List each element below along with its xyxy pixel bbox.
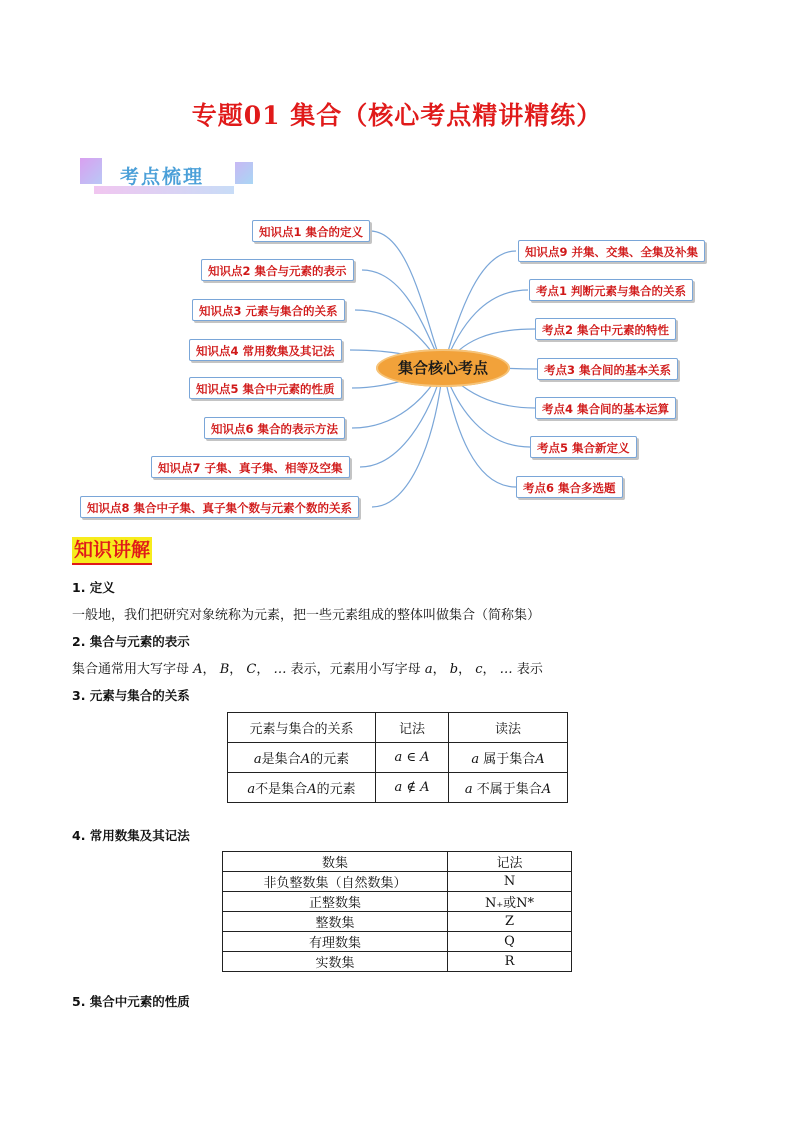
mind-map-node: 知识点6 集合的表示方法 <box>204 417 345 439</box>
mind-map-node: 知识点7 子集、真子集、相等及空集 <box>151 456 350 478</box>
heading-common-number-sets: 4. 常用数集及其记法 <box>72 828 190 843</box>
table-cell: a 不属于集合A <box>449 773 568 803</box>
table-cell: a不是集合A的元素 <box>228 773 376 803</box>
connector <box>370 231 443 368</box>
mind-map-node: 考点2 集合中元素的特性 <box>535 318 676 340</box>
element-set-relation-table <box>227 712 568 803</box>
table-row <box>223 872 572 892</box>
table-header-row <box>228 713 568 743</box>
heading-element-set-relation: 3. 元素与集合的关系 <box>72 688 190 703</box>
table-cell: 有理数集 <box>223 932 448 952</box>
banner-decoration <box>235 162 253 184</box>
table-cell: R <box>448 952 572 972</box>
mind-map-node: 知识点8 集合中子集、真子集个数与元素个数的关系 <box>80 496 359 518</box>
mind-map-node: 考点1 判断元素与集合的关系 <box>529 279 693 301</box>
table-header: 读法 <box>449 713 568 743</box>
mind-map-node: 考点5 集合新定义 <box>530 436 637 458</box>
mind-map <box>0 200 794 530</box>
mind-map-node: 知识点1 集合的定义 <box>252 220 370 242</box>
mind-map-node: 考点4 集合间的基本运算 <box>535 397 676 419</box>
banner-title: 考点梳理 <box>120 166 205 188</box>
representation-text: 集合通常用大写字母 A， B， C， … 表示，元素用小写字母 a， b， c， … 表示 <box>72 662 543 677</box>
connector <box>372 368 443 507</box>
table-header: 元素与集合的关系 <box>228 713 376 743</box>
table-row <box>223 892 572 912</box>
mind-map-node: 知识点3 元素与集合的关系 <box>192 299 345 321</box>
table-cell: a ∈ A <box>376 743 449 773</box>
mind-map-node: 考点6 集合多选题 <box>516 476 623 498</box>
table-cell: a 属于集合A <box>449 743 568 773</box>
mind-map-node: 知识点5 集合中元素的性质 <box>189 377 342 399</box>
mind-map-node: 知识点9 并集、交集、全集及补集 <box>518 240 705 262</box>
mind-map-center: 集合核心考点 <box>376 349 510 387</box>
table-cell: 实数集 <box>223 952 448 972</box>
mind-map-node: 考点3 集合间的基本关系 <box>537 358 678 380</box>
page-title: 专题01 集合（核心考点精讲精练） <box>191 101 603 130</box>
table-row <box>228 773 568 803</box>
table-cell: 非负整数集（自然数集） <box>223 872 448 892</box>
table-row <box>223 912 572 932</box>
table-cell: Q <box>448 932 572 952</box>
definition-text: 一般地，我们把研究对象统称为元素，把一些元素组成的整体叫做集合（简称集） <box>72 608 541 623</box>
heading-definition: 1. 定义 <box>72 580 115 595</box>
section-banner <box>80 158 258 196</box>
table-row <box>228 743 568 773</box>
table-cell: N₊或N* <box>448 892 572 912</box>
table-cell: Z <box>448 912 572 932</box>
heading-element-properties: 5. 集合中元素的性质 <box>72 994 190 1009</box>
banner-decoration <box>80 158 102 184</box>
table-cell: a是集合A的元素 <box>228 743 376 773</box>
number-sets-table <box>222 851 572 972</box>
table-header: 数集 <box>223 852 448 872</box>
table-row <box>223 952 572 972</box>
mind-map-node: 知识点4 常用数集及其记法 <box>189 339 342 361</box>
table-header-row <box>223 852 572 872</box>
heading-representation: 2. 集合与元素的表示 <box>72 634 190 649</box>
table-header: 记法 <box>376 713 449 743</box>
section-heading: 知识讲解 <box>72 537 152 565</box>
table-cell: a ∉ A <box>376 773 449 803</box>
mind-map-node: 知识点2 集合与元素的表示 <box>201 259 354 281</box>
table-cell: N <box>448 872 572 892</box>
table-cell: 正整数集 <box>223 892 448 912</box>
table-header: 记法 <box>448 852 572 872</box>
table-row <box>223 932 572 952</box>
table-cell: 整数集 <box>223 912 448 932</box>
